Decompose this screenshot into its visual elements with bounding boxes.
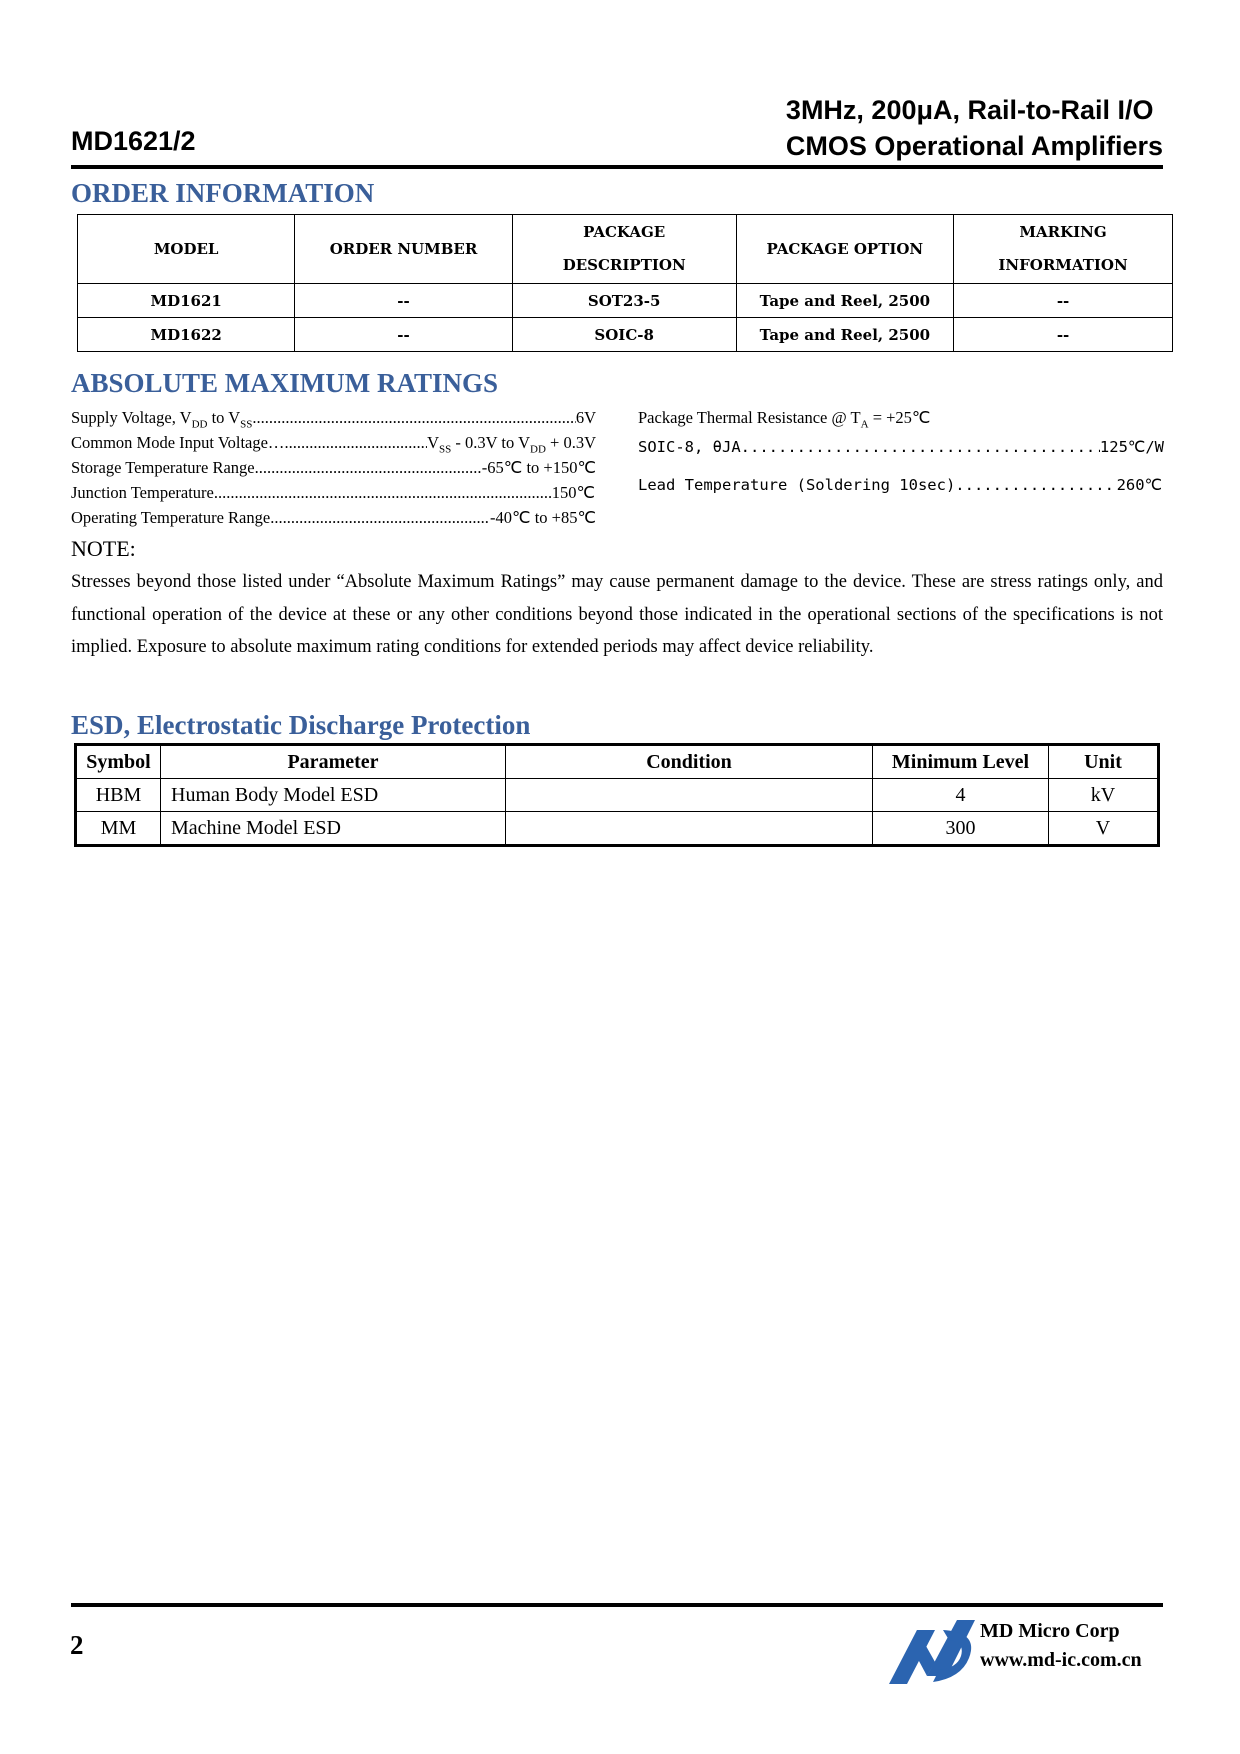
rating-soic8-theta-ja [638, 438, 1164, 456]
cell-marking: -- [954, 284, 1173, 318]
rating-label: Package Thermal Resistance @ $T_A$ = +25℃ [638, 408, 931, 431]
cell-symbol: HBM [76, 779, 161, 812]
cell-marking: -- [954, 318, 1173, 352]
rating-junction-temp [71, 483, 595, 503]
leader-dots [955, 476, 1116, 494]
rating-value: 260℃ [1116, 476, 1162, 494]
col-header-marking-information: MARKING INFORMATION [954, 215, 1173, 284]
header-divider [71, 165, 1163, 169]
rating-supply-voltage [71, 408, 596, 430]
rating-value: 150℃ [551, 483, 595, 502]
rating-common-mode [71, 433, 596, 455]
leader-dots [741, 438, 1100, 456]
title-line-1: 3MHz, 200μA, Rail-to-Rail I/O [785, 95, 1154, 125]
col-header-symbol: Symbol [76, 745, 161, 779]
note-text: Stresses beyond those listed under “Absolute Maximum Ratings” may cause permanent damage to the device. These are stress ratings only, and functional operation of the device at these or any other conditions beyond those indicated in the operational sections of the specifications is not implied. Exposure to absolute maximum rating conditions for extended periods may affect device reliability. [71, 572, 1163, 657]
title-line-2: CMOS Operational Amplifiers [785, 131, 1163, 161]
company-name: MD Micro Corp [980, 1620, 1120, 1642]
order-header-row [78, 215, 1173, 284]
rating-value: -40℃ to +85℃ [490, 508, 596, 527]
cell-package-option: Tape and Reel, 2500 [736, 284, 953, 318]
col-header-order-number: ORDER NUMBER [295, 215, 512, 284]
cell-order-number: -- [295, 284, 512, 318]
rating-label: Operating Temperature Range [71, 508, 271, 527]
col-header-model: MODEL [78, 215, 295, 284]
rating-label: SOIC-8, θJA [638, 438, 741, 456]
col-header-package-description: PACKAGE DESCRIPTION [512, 215, 736, 284]
cell-symbol: MM [76, 812, 161, 846]
rating-label: Supply Voltage, $V_{DD}$ to $V_{SS}$ [71, 408, 253, 431]
cell-package-option: Tape and Reel, 2500 [736, 318, 953, 352]
md-logo-icon [887, 1612, 979, 1686]
rating-label: Junction Temperature [71, 483, 214, 502]
esd-title: ESD, Electrostatic Discharge Protection [71, 710, 531, 740]
cell-model: MD1622 [78, 318, 295, 352]
page-number: 2 [70, 1630, 84, 1660]
order-info-table [77, 214, 1173, 352]
cell-order-number: -- [295, 318, 512, 352]
leader-dots [284, 433, 427, 455]
cell-package-description: SOIC-8 [512, 318, 736, 352]
rating-thermal-resistance [638, 408, 1164, 430]
order-info-title: ORDER INFORMATION [71, 178, 375, 208]
esd-header-row [76, 745, 1159, 779]
leader-dots [255, 458, 482, 478]
leader-dots [270, 508, 490, 528]
rating-label: Lead Temperature (Soldering 10sec) [638, 476, 956, 494]
rating-value: -65℃ to +150℃ [481, 458, 596, 477]
rating-value: $V_{SS} - 0.3V$ to $V_{DD} + 0.3V$ [427, 433, 596, 456]
leader-dots [252, 408, 575, 430]
table-row [76, 779, 1159, 812]
col-header-package-option: PACKAGE OPTION [736, 215, 953, 284]
abs-max-title: ABSOLUTE MAXIMUM RATINGS [71, 368, 499, 398]
cell-minimum-level: 4 [873, 779, 1049, 812]
col-header-unit: Unit [1049, 745, 1159, 779]
cell-model: MD1621 [78, 284, 295, 318]
cell-parameter: Machine Model ESD [161, 812, 506, 846]
note-title: NOTE: [71, 536, 136, 561]
document-title [786, 92, 1163, 164]
cell-condition [506, 812, 873, 846]
rating-value: 125℃/W [1099, 438, 1164, 456]
col-header-parameter: Parameter [161, 745, 506, 779]
esd-table [74, 743, 1160, 847]
rating-storage-temp [71, 458, 596, 478]
table-row [76, 812, 1159, 846]
rating-lead-temp [638, 476, 1162, 494]
leader-dots [214, 483, 552, 503]
rating-label: Common Mode Input Voltage… [71, 433, 285, 452]
col-header-minimum-level: Minimum Level [873, 745, 1049, 779]
cell-unit: V [1049, 812, 1159, 846]
rating-value: 6V [575, 408, 596, 427]
part-number: MD1621/2 [71, 126, 196, 156]
cell-unit: kV [1049, 779, 1159, 812]
table-row [78, 284, 1173, 318]
col-header-condition: Condition [506, 745, 873, 779]
company-website: www.md-ic.com.cn [980, 1649, 1142, 1671]
table-row [78, 318, 1173, 352]
rating-operating-temp [71, 508, 596, 528]
footer-divider [71, 1603, 1163, 1607]
cell-parameter: Human Body Model ESD [161, 779, 506, 812]
cell-condition [506, 779, 873, 812]
cell-minimum-level: 300 [873, 812, 1049, 846]
rating-label: Storage Temperature Range [71, 458, 255, 477]
cell-package-description: SOT23-5 [512, 284, 736, 318]
